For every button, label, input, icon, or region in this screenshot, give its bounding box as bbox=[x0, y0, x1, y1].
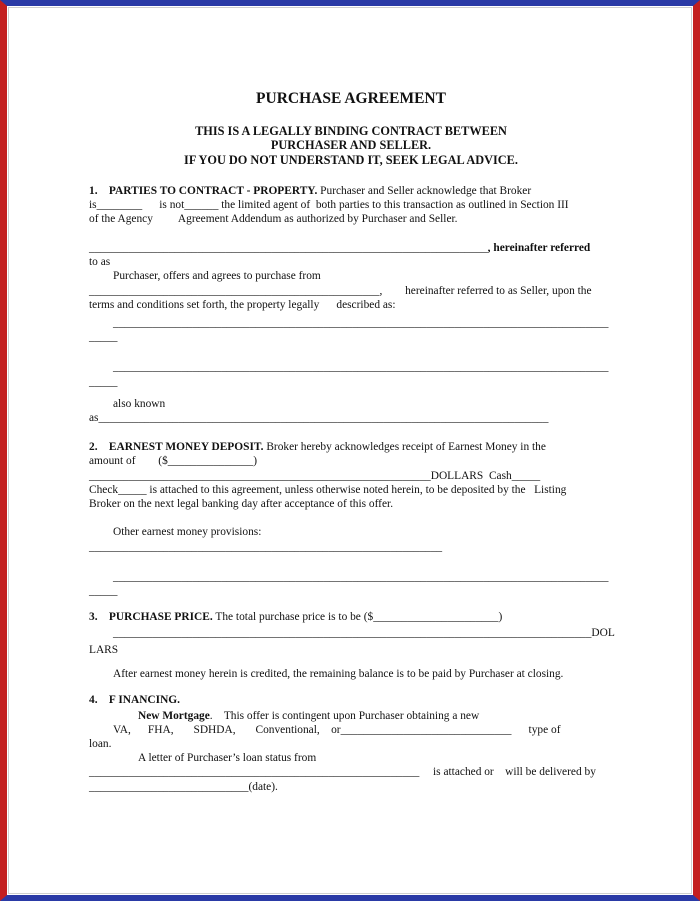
new-mortgage-line bbox=[138, 710, 479, 723]
check-line: Check_____ is attached to this agreement, unless otherwise noted herein, to be deposited by the Listing bbox=[89, 484, 567, 496]
lars-text: LARS bbox=[89, 644, 119, 656]
legal-description-blank-2-cont[interactable]: _____ bbox=[89, 376, 118, 388]
subtitle-line-1: THIS IS A LEGALLY BINDING CONTRACT BETWEEN bbox=[195, 124, 507, 138]
other-provisions-blank-1[interactable]: ______________________________________________________________ bbox=[89, 541, 443, 553]
lender-blank[interactable]: __________________________________________________________ bbox=[89, 766, 420, 778]
new-mortgage-label: New Mortgage bbox=[138, 710, 210, 722]
section-3-line-1 bbox=[89, 611, 502, 624]
document-page bbox=[8, 7, 692, 894]
new-mortgage-text: . This offer is contingent upon Purchaser obtaining a new bbox=[209, 710, 480, 722]
section-2-heading: 2. EARNEST MONEY DEPOSIT. bbox=[89, 441, 264, 453]
subtitle-line-2: PURCHASER AND SELLER. bbox=[270, 138, 432, 152]
loan-status-line bbox=[89, 766, 419, 779]
remaining-balance-text: After earnest money herein is credited, the remaining balance is to be paid by Purchaser at closing. bbox=[113, 668, 564, 680]
section-1-line-1 bbox=[89, 185, 531, 198]
loan-status-text: A letter of Purchaser’s loan status from bbox=[138, 752, 317, 764]
dollars-cash-line[interactable]: ____________________________________________________________DOLLARS Cash_____ bbox=[89, 470, 541, 482]
loan-type-line[interactable]: VA, FHA, SDHDA, Conventional, or______________________________ type of bbox=[113, 724, 561, 736]
section-3-heading: 3. PURCHASE PRICE. bbox=[89, 611, 213, 623]
section-3-text: The total purchase price is to be ($______________________) bbox=[212, 611, 503, 623]
seller-name-line[interactable]: ___________________________________________________, hereinafter referred to as Seller, upon the bbox=[89, 285, 592, 297]
also-known-blank[interactable]: as_______________________________________________________________________________ bbox=[89, 412, 549, 424]
other-provisions-blank-2-cont[interactable]: _____ bbox=[89, 585, 118, 597]
legal-description-blank-1[interactable]: _______________________________________________________________________________________ bbox=[113, 317, 609, 329]
purchase-price-dollars-line[interactable]: ____________________________________________________________________________________DOL bbox=[113, 627, 615, 639]
purchaser-offers-text: Purchaser, offers and agrees to purchase from bbox=[113, 270, 321, 282]
attached-text: is attached or will be delivered by bbox=[433, 766, 596, 778]
section-1-heading: 1. PARTIES TO CONTRACT - PROPERTY. bbox=[89, 185, 318, 197]
section-1-text: Purchaser and Seller acknowledge that Broker bbox=[317, 185, 532, 197]
hereinafter-text: , hereinafter referred bbox=[487, 242, 591, 254]
legal-description-blank-1-cont[interactable]: _____ bbox=[89, 331, 118, 343]
loan-text: loan. bbox=[89, 738, 112, 750]
section-2-text: Broker hereby acknowledges receipt of Earnest Money in the bbox=[263, 441, 546, 453]
document-title: PURCHASE AGREEMENT bbox=[256, 90, 446, 107]
purchaser-name-blank[interactable]: ______________________________________________________________________ bbox=[89, 242, 488, 254]
section-4-heading: 4. F INANCING. bbox=[89, 694, 181, 706]
date-blank-line[interactable]: ____________________________(date). bbox=[89, 781, 278, 793]
banking-day-line: Broker on the next legal banking day after acceptance of this offer. bbox=[89, 498, 394, 510]
other-provisions-blank-2[interactable]: _______________________________________________________________________________________ bbox=[113, 571, 609, 583]
also-known-text: also known bbox=[113, 398, 166, 410]
to-as-text: to as bbox=[89, 256, 111, 268]
legal-description-blank-2[interactable]: _______________________________________________________________________________________ bbox=[113, 361, 609, 373]
section-2-line-1 bbox=[89, 441, 546, 454]
purchaser-name-line bbox=[89, 242, 590, 255]
agency-addendum-line: of the Agency Agreement Addendum as authorized by Purchaser and Seller. bbox=[89, 213, 458, 225]
other-provisions-text: Other earnest money provisions: bbox=[113, 526, 262, 538]
subtitle-line-3: IF YOU DO NOT UNDERSTAND IT, SEEK LEGAL ADVICE. bbox=[184, 153, 518, 167]
terms-line: terms and conditions set forth, the property legally described as: bbox=[89, 299, 396, 311]
broker-agent-line: is________ is not______ the limited agent of both parties to this transaction as outlined in Section III bbox=[89, 199, 569, 211]
earnest-amount-line[interactable]: amount of ($_______________) bbox=[89, 455, 257, 467]
